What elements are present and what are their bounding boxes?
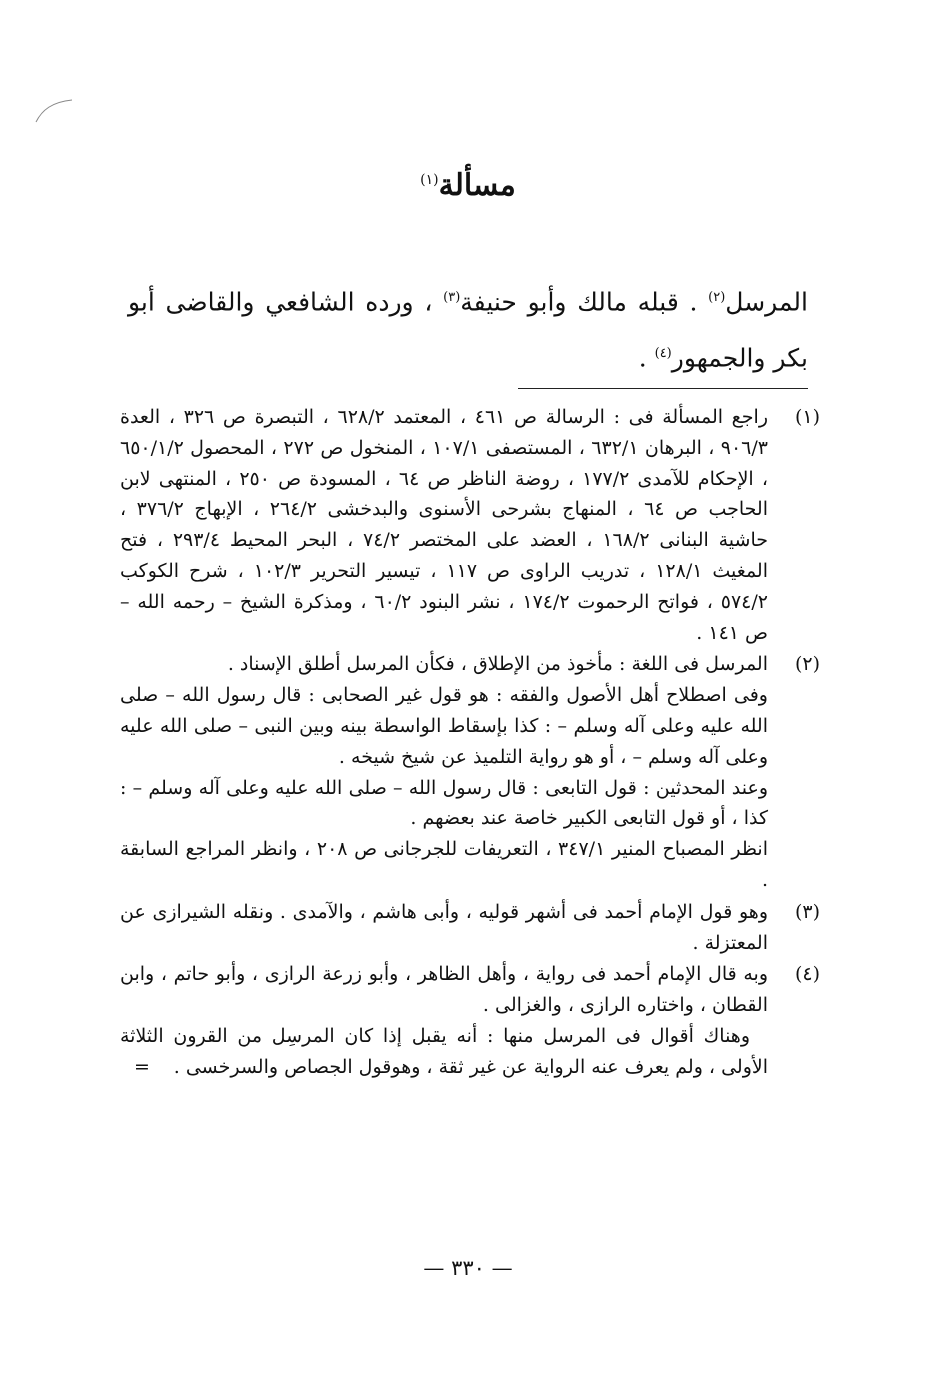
footnote-3 xyxy=(120,897,820,959)
footnote-1 xyxy=(120,402,820,648)
footnotes xyxy=(120,402,820,1084)
footnote-paragraph: وعند المحدثين : قول التابعى : قال رسول الله – صلى الله عليه وعلى آله وسلم – : كذا ، أو قول التابعى الكبير خاصة عند بعضهم . xyxy=(120,776,768,830)
main-text-part: المرسل xyxy=(725,287,808,317)
footnote-paragraph: وهو قول الإمام أحمد فى أشهر قوليه ، وأبى هاشم ، والآمدى . ونقله الشيرازى عن المعتزلة . xyxy=(120,900,768,954)
title-text: مسألة xyxy=(438,168,516,203)
continuation-mark: = xyxy=(134,1055,150,1078)
footnote-body xyxy=(120,649,768,895)
footnote-paragraph: وفى اصطلاح أهل الأصول والفقه : هو قول غير الصحابى : قال رسول الله – صلى الله عليه وعلى آله وسلم – : كذا بإسقاط الواسطة بينه وبين النبى – صلى الله عليه وعلى آله وسلم – ، أو هو رواية التلميذ عن شيخ شيخه . xyxy=(120,684,768,768)
scan-mark xyxy=(34,96,74,124)
main-text-part: . xyxy=(638,343,655,373)
footnote-ref: (٤) xyxy=(654,346,672,362)
footnote-body xyxy=(120,959,768,1082)
footnote-number: (٤) xyxy=(794,963,820,986)
footnote-paragraph-text: وهناك أقوال فى المرسل منها : أنه يقبل إذا كان المرسِل من القرون الثلاثة الأولى ، ولم يعرف عنه الرواية عن غير ثقة ، وهوقول الجصاص والسرخسى . xyxy=(120,1024,768,1078)
footnote-paragraph: وبه قال الإمام أحمد فى رواية ، وأهل الظاهر ، وأبو زرعة الرازى ، وأبو حاتم ، وابن القطان ، واختاره الرازى ، والغزالى . xyxy=(120,963,768,1017)
page-title xyxy=(0,168,936,203)
footnote-body xyxy=(120,897,768,959)
footnote-number: (١) xyxy=(794,406,820,428)
footnote-paragraph: راجع المسألة فى : الرسالة ص ٤٦١ ، المعتمد ٦٢٨/٢ ، التبصرة ص ٣٢٦ ، العدة ٩٠٦/٣ ، البرهان ٦٣٢/١ ، المستصفى ١٠٧/١ ، المنخول ص ٢٧٢ ، المحصول ٦٥٠/١/٢ ، الإحكام للآمدى ١٧٧/٢ ، روضة الناظر ص ٦٤ ، المسودة ص ٢٥٠ ، المنتهى لابن الحاجب ص ٦٤ ، المنهاج بشرحى الأسنوى والبدخشى ٢٦٤/٢ ، الإبهاج ٣٧٦/٢ ، حاشية البنانى ١٦٨/٢ ، العضد على المختصر ٧٤/٢ ، البحر المحيط ٢٩٣/٤ ، فتح المغيث ١٢٨/١ ، تدريب الراوى ص ١١٧ ، تيسير التحرير ١٠٢/٣ ، شرح الكوكب ٥٧٤/٢ ، فواتح الرحموت ١٧٤/٢ ، نشر البنود ٦٠/٢ ، ومذكرة الشيخ – رحمه الله – ص ١٤١ . xyxy=(120,406,769,644)
main-text-part: ، ورده الشافعي والقاضى أبو بكر والجمهور xyxy=(128,287,808,373)
footnote-paragraph: انظر المصباح المنير ٣٤٧/١ ، التعريفات للجرجانى ص ٢٠٨ ، وانظر المراجع السابقة . xyxy=(120,838,768,891)
main-text-part: . قبله مالك وأبو حنيفة xyxy=(460,287,709,317)
title-footnote-ref: (١) xyxy=(420,172,439,188)
footnote-2 xyxy=(120,649,820,895)
footnote-ref: (٢) xyxy=(708,290,726,305)
footnote-body xyxy=(120,402,768,648)
footnote-separator xyxy=(518,388,808,389)
footnote-number: (٢) xyxy=(794,653,820,676)
footnote-ref: (٣) xyxy=(443,290,461,305)
footnote-number: (٣) xyxy=(794,900,820,923)
footnote-paragraph: المرسل فى اللغة : مأخوذ من الإطلاق ، فكأن المرسل أطلق الإسناد . xyxy=(227,653,768,676)
page-number: — ٣٣٠ — xyxy=(423,1256,513,1280)
footnote-4 xyxy=(120,959,820,1082)
main-text xyxy=(128,272,808,385)
footnote-paragraph xyxy=(120,1021,768,1083)
